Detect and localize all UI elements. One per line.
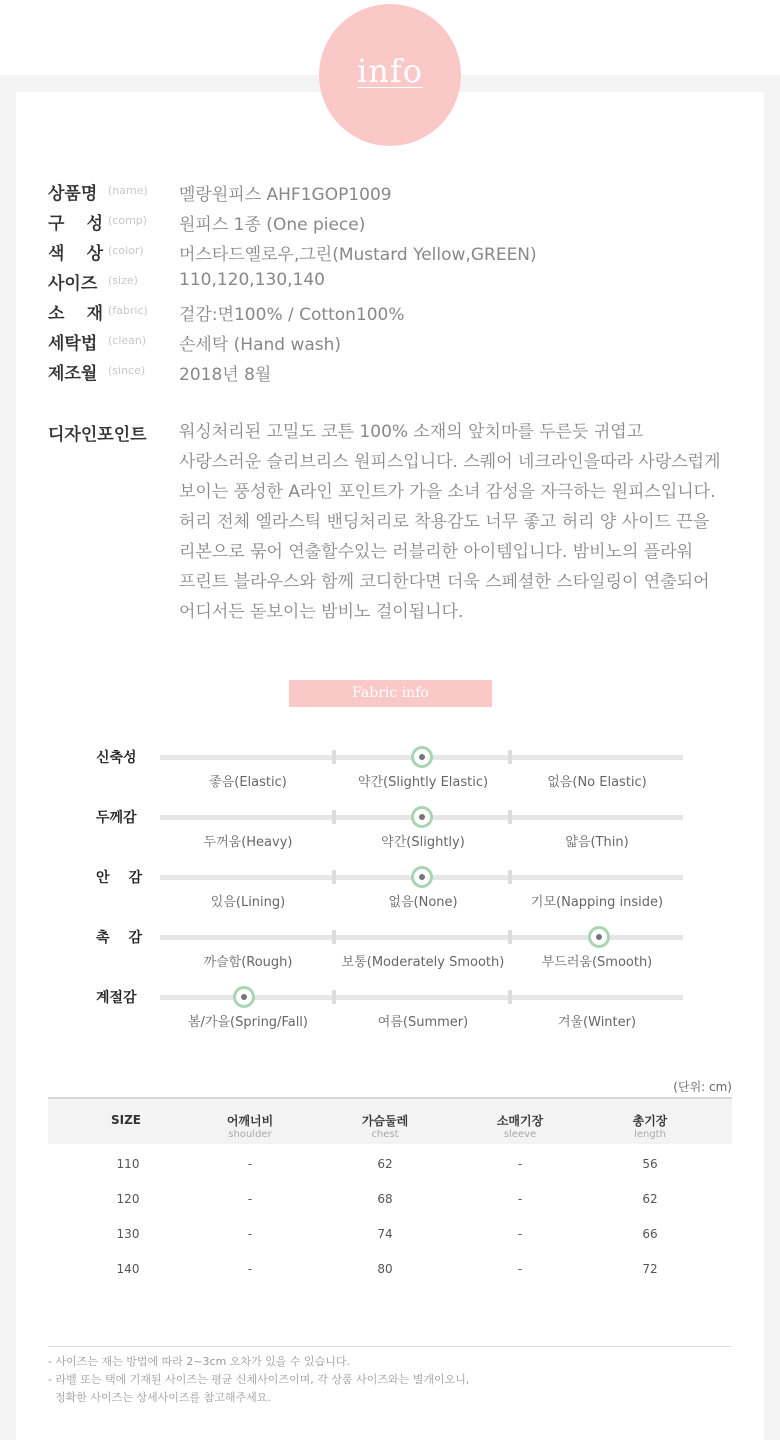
table-row-size: 110	[116, 1157, 140, 1171]
design-point-text	[179, 417, 759, 627]
spec-english-label: (since)	[108, 364, 146, 377]
spec-row	[48, 236, 748, 266]
table-cell: -	[517, 1227, 523, 1241]
fabric-scale-option: 기모(Napping inside)	[530, 895, 664, 910]
spec-row	[48, 266, 748, 296]
table-cell: -	[517, 1262, 523, 1276]
spec-label: 구 성	[48, 213, 103, 234]
fabric-row-label: 촉 감	[96, 930, 142, 946]
fabric-scale-option: 좋음(Elastic)	[209, 775, 287, 790]
spec-row	[48, 326, 748, 356]
fabric-scale-option: 없음(None)	[388, 895, 458, 910]
design-point-label: 디자인포인트	[48, 425, 147, 445]
column-header-en: length	[634, 1129, 666, 1140]
spec-value: 110,120,130,140	[179, 270, 326, 290]
fabric-row-label: 안 감	[96, 870, 142, 886]
design-point-line: 어디서든 돋보이는 밤비노 걸이됩니다.	[179, 602, 464, 622]
column-header-en: shoulder	[228, 1129, 272, 1140]
size-note: 정확한 사이즈는 상세사이즈를 참고해주세요.	[48, 1391, 271, 1404]
spec-value: 겉감:면100% / Cotton100%	[179, 305, 405, 325]
fabric-scale-option: 부드러움(Smooth)	[541, 955, 653, 970]
table-cell: -	[247, 1262, 253, 1276]
table-cell: 62	[642, 1192, 658, 1206]
spec-english-label: (comp)	[108, 214, 148, 227]
table-cell: 62	[377, 1157, 393, 1171]
spec-row	[48, 176, 748, 206]
fabric-info-title: Fabric info	[289, 680, 492, 707]
design-point-line: 리본으로 묶어 연출할수있는 러블리한 아이템입니다. 밤비노의 플라워	[179, 542, 694, 562]
fabric-scale-divider	[332, 930, 336, 944]
column-header-en: chest	[371, 1129, 399, 1140]
column-header-ko: 소매기장	[496, 1114, 544, 1128]
fabric-scale-divider	[332, 990, 336, 1004]
table-cell: -	[517, 1192, 523, 1206]
design-point-line: 프린트 블라우스와 함께 코디한다면 더욱 스페셜한 스타일링이 연출되어	[179, 572, 710, 592]
size-unit: (단위: cm)	[673, 1080, 732, 1094]
design-point-line: 허리 전체 엘라스틱 밴딩처리로 착용감도 너무 좋고 허리 양 사이드 끈을	[179, 512, 710, 532]
column-header-ko: 어깨너비	[226, 1114, 274, 1128]
spec-value: 2018년 8월	[179, 365, 272, 385]
fabric-level-marker	[411, 746, 433, 768]
column-header-chest	[335, 1099, 435, 1140]
spec-value: 원피스 1종 (One piece)	[179, 215, 366, 235]
table-row-size: 130	[116, 1227, 140, 1241]
design-point-line: 보이는 풍성한 A라인 포인트가 가을 소녀 감성을 자극하는 원피스입니다.	[179, 482, 716, 502]
fabric-level-marker	[411, 866, 433, 888]
fabric-scale-option: 있음(Lining)	[210, 895, 286, 910]
table-cell: -	[247, 1227, 253, 1241]
info-title: info	[357, 52, 423, 90]
table-cell: -	[247, 1192, 253, 1206]
design-point-line: 워싱처리된 고밀도 코튼 100% 소재의 앞치마를 두른듯 귀엽고	[179, 422, 644, 442]
fabric-scale-divider	[332, 810, 336, 824]
fabric-row-label: 계절감	[96, 990, 137, 1006]
fabric-scale-option: 보통(Moderately Smooth)	[341, 955, 505, 970]
fabric-scale-divider	[508, 930, 512, 944]
table-cell: 68	[377, 1192, 393, 1206]
table-cell: 80	[377, 1262, 393, 1276]
spec-label: 사이즈	[48, 273, 98, 294]
table-cell: 56	[642, 1157, 658, 1171]
spec-row	[48, 206, 748, 236]
size-table-header	[48, 1097, 732, 1144]
spec-value: 손세탁 (Hand wash)	[179, 335, 342, 355]
spec-english-label: (name)	[108, 184, 148, 197]
column-header-shoulder	[200, 1099, 300, 1140]
fabric-row-label: 두께감	[96, 810, 137, 826]
size-column-label: SIZE	[110, 1113, 141, 1127]
design-point-line: 사랑스러운 슬리브리스 원피스입니다. 스퀘어 네크라인을따라 사랑스럽게	[179, 452, 721, 472]
fabric-scale-divider	[508, 750, 512, 764]
size-note: - 라벨 또는 택에 기재된 사이즈는 평균 신체사이즈이며, 각 상품 사이즈와는 별개이오니,	[48, 1373, 470, 1386]
spec-row	[48, 356, 748, 386]
table-cell: -	[247, 1157, 253, 1171]
fabric-scale-divider	[508, 870, 512, 884]
fabric-scale-option: 약간(Slightly)	[381, 835, 465, 850]
spec-label: 소 재	[48, 303, 103, 324]
fabric-scale-option: 봄/가을(Spring/Fall)	[187, 1015, 308, 1030]
fabric-scale-divider	[508, 990, 512, 1004]
fabric-scale-option: 약간(Slightly Elastic)	[357, 775, 489, 790]
table-cell: 72	[642, 1262, 658, 1276]
column-header-sleeve	[470, 1099, 570, 1140]
spec-english-label: (size)	[108, 274, 138, 287]
spec-label: 상품명	[48, 183, 98, 204]
table-cell: 66	[642, 1227, 658, 1241]
fabric-scale-divider	[332, 750, 336, 764]
spec-value: 머스타드옐로우,그린(Mustard Yellow,GREEN)	[179, 245, 537, 265]
fabric-scale-option: 두꺼움(Heavy)	[203, 835, 293, 850]
fabric-row-label: 신축성	[96, 750, 137, 766]
spec-label: 제조월	[48, 363, 98, 384]
spec-english-label: (clean)	[108, 334, 147, 347]
spec-label: 세탁법	[48, 333, 98, 354]
spec-english-label: (color)	[108, 244, 144, 257]
table-cell: -	[517, 1157, 523, 1171]
column-header-length	[600, 1099, 700, 1140]
table-cell: 74	[377, 1227, 393, 1241]
column-header-ko: 총기장	[632, 1114, 668, 1128]
fabric-scale-option: 겨울(Winter)	[557, 1015, 637, 1030]
fabric-scale-option: 여름(Summer)	[377, 1015, 469, 1030]
fabric-scale-divider	[332, 870, 336, 884]
size-column-header	[86, 1099, 166, 1127]
fabric-scale-divider	[508, 810, 512, 824]
fabric-scale-option: 얇음(Thin)	[565, 835, 629, 850]
spec-english-label: (fabric)	[108, 304, 148, 317]
spec-row	[48, 296, 748, 326]
table-row-size: 120	[116, 1192, 140, 1206]
fabric-scale-option: 없음(No Elastic)	[547, 775, 647, 790]
column-header-en: sleeve	[503, 1129, 537, 1140]
size-note: - 사이즈는 재는 방법에 따라 2~3cm 오차가 있을 수 있습니다.	[48, 1355, 351, 1368]
column-header-ko: 가슴둘레	[361, 1114, 409, 1128]
footer-divider	[48, 1346, 732, 1347]
fabric-scale-option: 까슬함(Rough)	[203, 955, 293, 970]
spec-value: 멜랑원피스 AHF1GOP1009	[179, 185, 392, 205]
table-row-size: 140	[116, 1262, 140, 1276]
spec-label: 색 상	[48, 243, 103, 264]
fabric-level-marker	[233, 986, 255, 1008]
fabric-level-marker	[411, 806, 433, 828]
